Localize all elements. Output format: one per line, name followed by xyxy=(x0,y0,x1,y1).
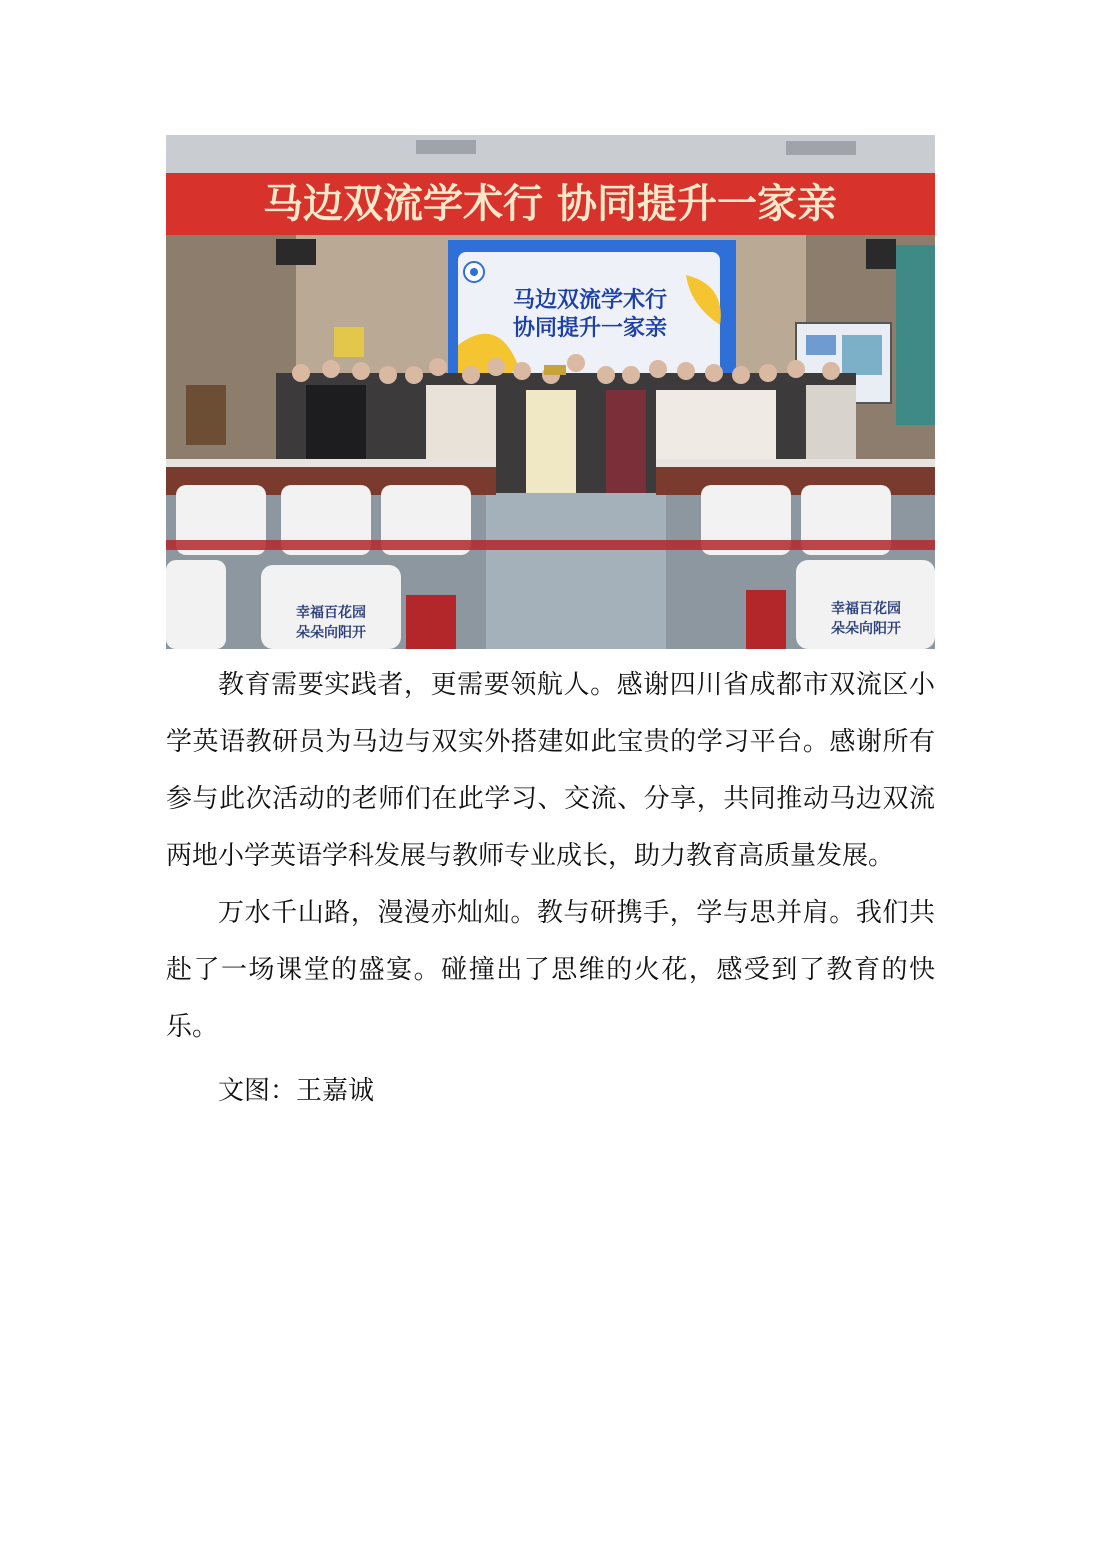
chair-cover-line1: 幸福百花园 xyxy=(296,605,366,621)
article-body xyxy=(166,657,935,1056)
event-group-photo xyxy=(166,135,935,649)
paragraph-2: 万水千山路，漫漫亦灿灿。教与研携手，学与思并肩。我们共赴了一场课堂的盛宴。碰撞出了思维的火花，感受到了教育的快乐。 xyxy=(166,898,935,1042)
banner-text: 马边双流学术行 协同提升一家亲 xyxy=(263,181,837,227)
paragraph-1: 教育需要实践者，更需要领航人。感谢四川省成都市双流区小学英语教研员为马边与双实外搭建如此宝贵的学习平台。感谢所有参与此次活动的老师们在此学习、交流、分享，共同推动马边双流两地小学英语学科发展与教师专业成长，助力教育高质量发展。 xyxy=(166,670,935,871)
chair-cover-line2-right: 朵朵向阳开 xyxy=(831,621,901,637)
screen-title-line2: 协同提升一家亲 xyxy=(512,316,668,341)
screen-title-line1: 马边双流学术行 xyxy=(512,288,668,313)
author-credit: 文图：王嘉诚 xyxy=(218,1076,375,1106)
chair-cover-line2: 朵朵向阳开 xyxy=(296,625,366,641)
chair-cover-line1-right: 幸福百花园 xyxy=(831,601,901,617)
